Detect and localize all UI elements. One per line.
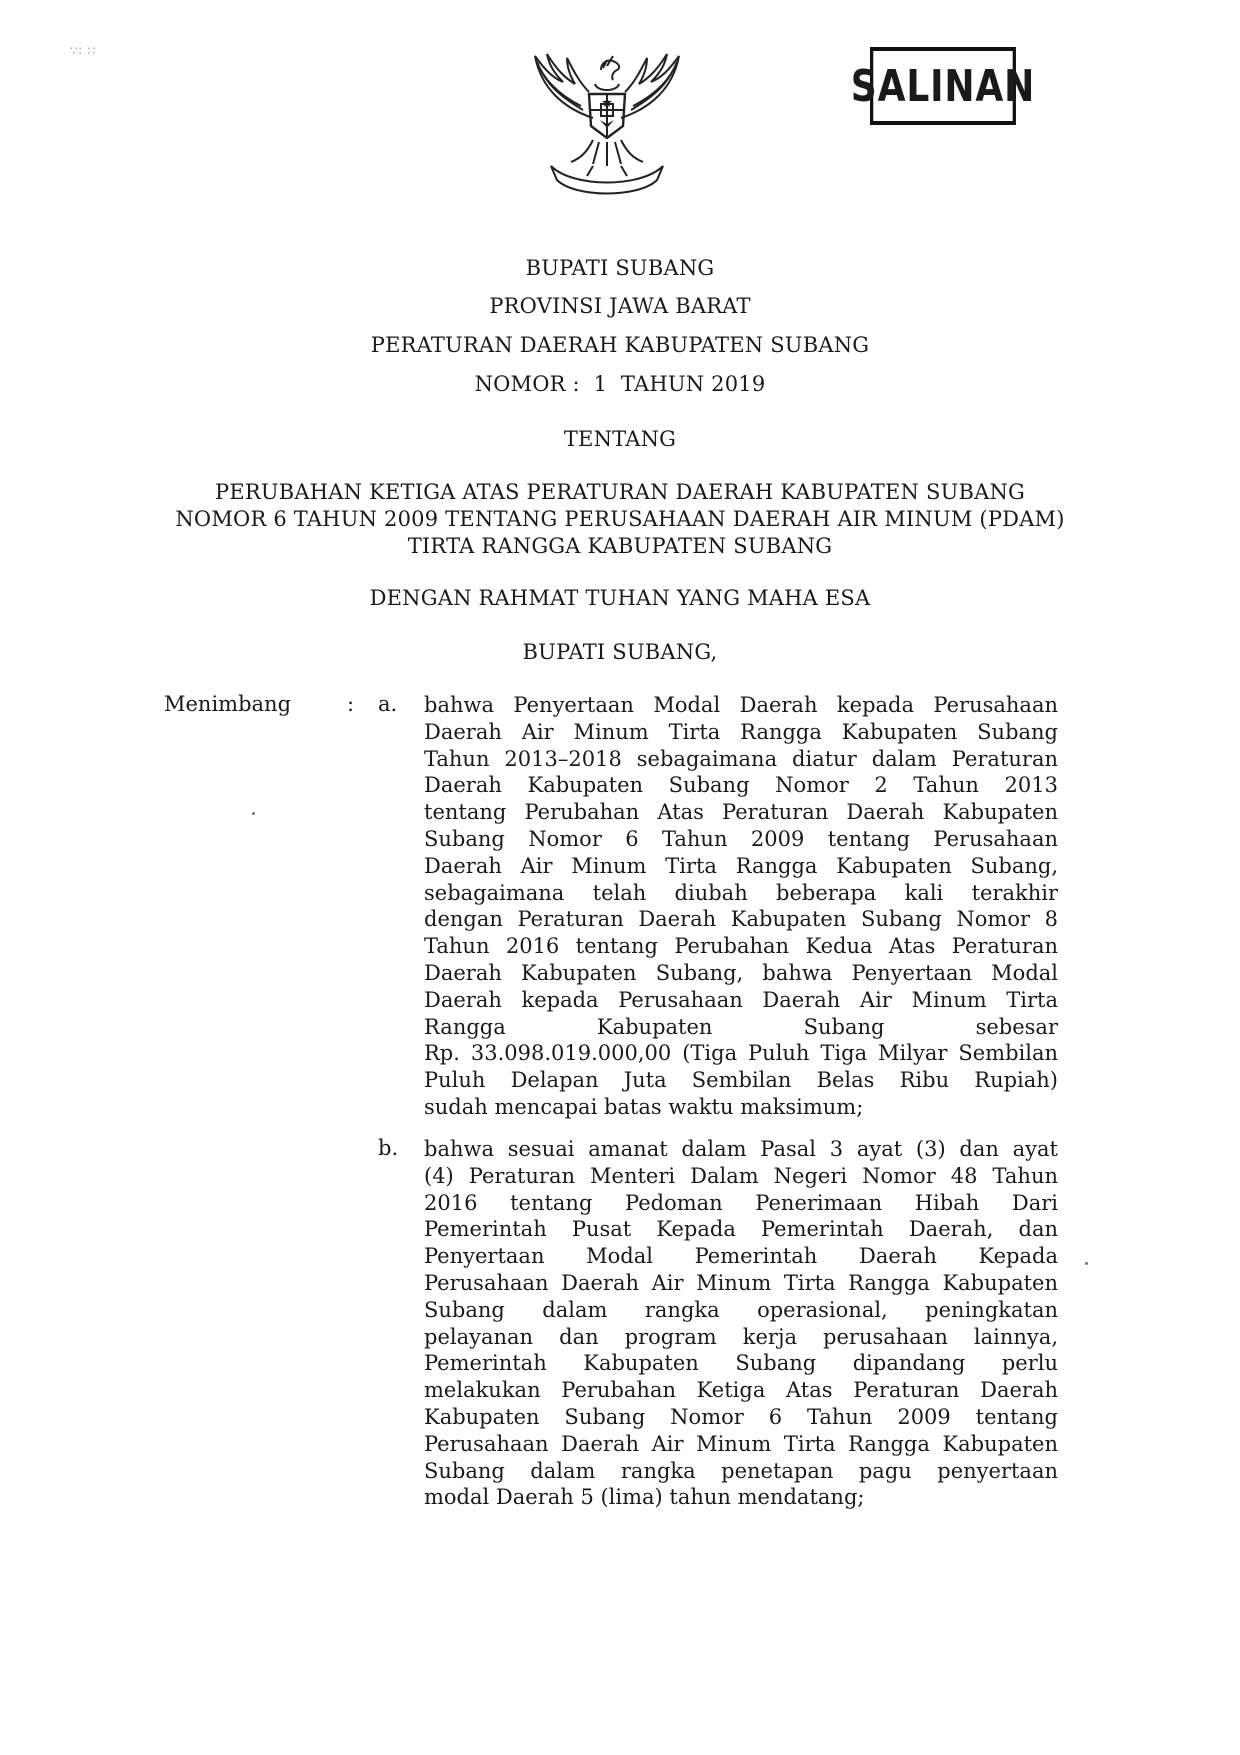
item-b-paragraph: bahwa sesuai amanat dalam Pasal 3 ayat (3) dan ayat (4) Peraturan Menteri Dalam Negeri Nomor 48 Tahun 2016 tentang Pedoman Penerimaan Hibah Dari Pemerintah Pusat Kepada Pemerintah Daerah, dan Penyertaan Modal Pemerintah Daerah Kepada Perusahaan Daerah Air Minum Tirta Rangga Kabupaten Subang dalam rangka operasional, peningkatan pelayanan dan program kerja perusahaan lainnya, Pemerintah Kabupaten Subang dipandang perlu melakukan Perubahan Ketiga Atas Peraturan Daerah Kabupaten Subang Nomor 6 Tahun 2009 tentang Perusahaan Daerah Air Minum Tirta Rangga Kabupaten Subang dalam rangka penetapan pagu penyertaan modal Daerah 5 (lima) tahun mendatang; xyxy=(424,1137,1058,1510)
regulation-title-line-3: TIRTA RANGGA KABUPATEN SUBANG xyxy=(407,534,833,558)
header-bupati: BUPATI SUBANG xyxy=(525,256,715,280)
salinan-stamp: SALINAN xyxy=(870,47,1016,125)
header-nomor: NOMOR : 1 TAHUN 2019 xyxy=(474,372,766,396)
item-a-letter: a. xyxy=(378,692,398,716)
header-provinsi: PROVINSI JAWA BARAT xyxy=(489,294,751,318)
rahmat-line: DENGAN RAHMAT TUHAN YANG MAHA ESA xyxy=(369,586,871,610)
header-peraturan: PERATURAN DAERAH KABUPATEN SUBANG xyxy=(370,333,870,357)
scan-speck xyxy=(252,812,255,815)
item-b-letter: b. xyxy=(378,1136,399,1160)
regulation-title-line-2: NOMOR 6 TAHUN 2009 TENTANG PERUSAHAAN DAERAH AIR MINUM (PDAM) xyxy=(175,507,1065,531)
garuda-emblem-icon xyxy=(523,48,691,218)
margin-scribble: ∵∶ ∷ xyxy=(70,44,97,58)
header-tentang: TENTANG xyxy=(563,427,677,451)
regulation-title-line-1: PERUBAHAN KETIGA ATAS PERATURAN DAERAH KABUPATEN SUBANG xyxy=(214,480,1026,504)
bupati-subang-line: BUPATI SUBANG, xyxy=(522,640,718,664)
menimbang-colon: : xyxy=(347,692,355,716)
item-a-paragraph: bahwa Penyertaan Modal Daerah kepada Perusahaan Daerah Air Minum Tirta Rangga Kabupaten Subang Tahun 2013–2018 sebagaimana diatur dalam Peraturan Daerah Kabupaten Subang Nomor 2 Tahun 2013 tentang Perubahan Atas Peraturan Daerah Kabupaten Subang Nomor 6 Tahun 2009 tentang Perusahaan Daerah Air Minum Tirta Rangga Kabupaten Subang, sebagaimana telah diubah beberapa kali terakhir dengan Peraturan Daerah Kabupaten Subang Nomor 8 Tahun 2016 tentang Perubahan Kedua Atas Peraturan Daerah Kabupaten Subang, bahwa Penyertaan Modal Daerah kepada Perusahaan Daerah Air Minum Tirta Rangga Kabupaten Subang sebesar Rp. 33.098.019.000,00 (Tiga Puluh Tiga Milyar Sembilan Puluh Delapan Juta Sembilan Belas Ribu Rupiah) sudah mencapai batas waktu maksimum; xyxy=(424,693,1058,1119)
scan-speck xyxy=(1085,1262,1088,1265)
menimbang-label: Menimbang xyxy=(164,692,292,716)
